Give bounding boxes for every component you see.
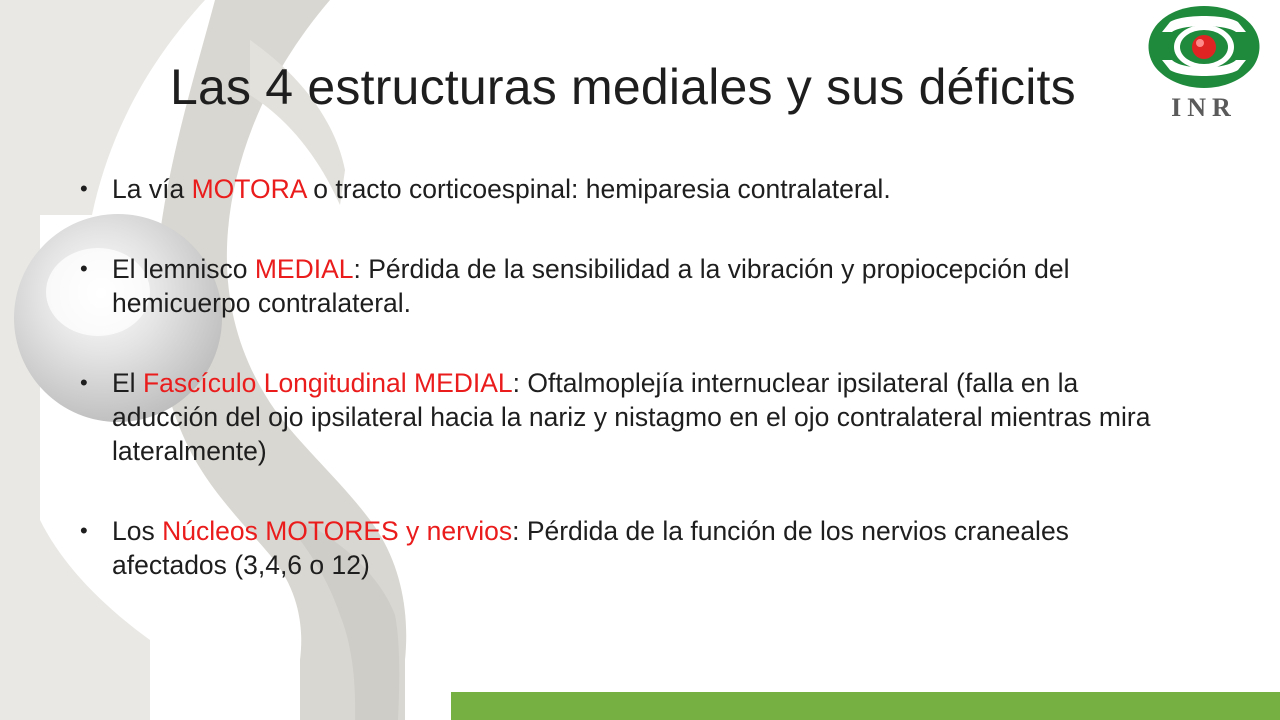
bullet-dot-icon: • — [80, 370, 88, 395]
bullet-dot-icon: • — [80, 256, 88, 281]
bullet-item-fasciculo — [80, 366, 1170, 468]
inr-logo — [1140, 2, 1268, 124]
bullet-text: El — [112, 368, 143, 398]
bullet-text: El lemnisco — [112, 254, 255, 284]
bullet-text: : Pérdida de la sensibilidad a la vibración y propiocepción del hemicuerpo contralateral. — [112, 254, 1070, 318]
bullet-item-nucleos — [80, 514, 1170, 582]
bullet-dot-icon: • — [80, 176, 88, 201]
inr-logo-icon — [1140, 2, 1268, 124]
bullet-text: La vía — [112, 174, 192, 204]
bullet-text: : Oftalmoplejía internuclear ipsilateral (falla en la aducción del ojo ipsilateral hacia la nariz y nistagmo en el ojo contralateral mientras mira lateralmente) — [112, 368, 1151, 466]
bullet-text: Los — [112, 516, 163, 546]
slide-title: Las 4 estructuras mediales y sus déficits — [170, 59, 1076, 115]
bullet-list — [80, 172, 1170, 582]
bullet-item-motor — [80, 172, 1170, 206]
bullet-highlight: Fascículo Longitudinal MEDIAL — [142, 368, 513, 398]
bullet-text: : Pérdida de la función de los nervios craneales afectados (3,4,6 o 12) — [112, 516, 1069, 580]
bullet-highlight: MOTORA — [191, 174, 306, 204]
bullet-text: o tracto corticoespinal: hemiparesia contralateral. — [305, 174, 891, 204]
bullet-highlight: Núcleos MOTORES y nervios — [162, 516, 513, 546]
bullet-highlight: MEDIAL — [254, 254, 354, 284]
bullet-dot-icon: • — [80, 518, 88, 543]
bullet-item-lemnisco — [80, 252, 1170, 320]
svg-text:INR: INR — [1171, 93, 1237, 122]
footer-accent-bar — [451, 692, 1280, 720]
